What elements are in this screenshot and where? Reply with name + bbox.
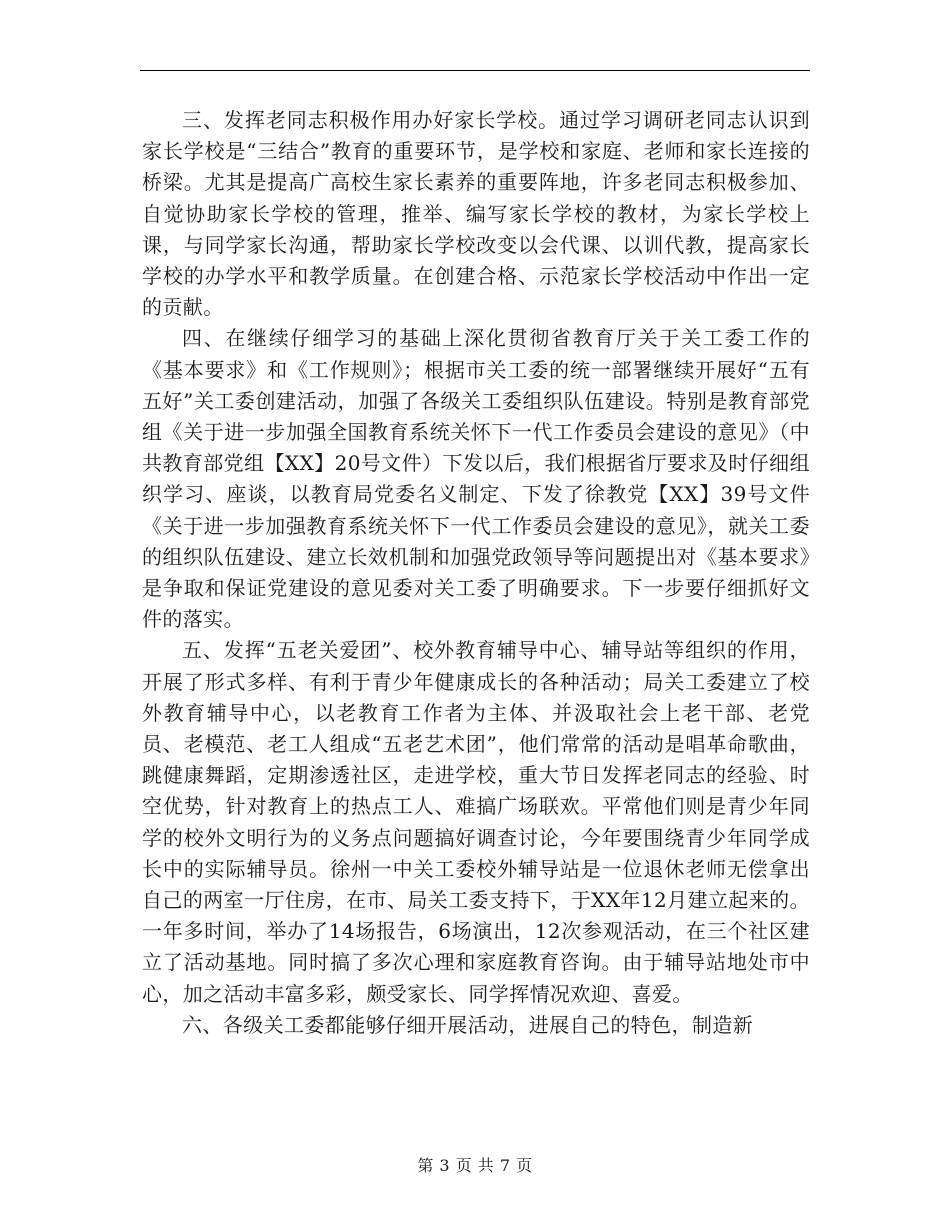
- paragraph-4: 四、在继续仔细学习的基础上深化贯彻省教育厅关于关工委工作的《基本要求》和《工作规则》；根据市关工委的统一部署继续开展好“五有五好”关工委创建活动，加强了各级关工委组织队伍建设。特别是教育部党组《关于进一步加强全国教育系统关怀下一代工作委员会建设的意见》（中共教育部党组【XX】20号文件）下发以后，我们根据省厅要求及时仔细组织学习、座谈，以教育局党委名义制定、下发了徐教党【XX】39号文件《关于进一步加强教育系统关怀下一代工作委员会建设的意见》，就关工委的组织队伍建设、建立长效机制和加强党政领导等问题提出对《基本要求》是争取和保证党建设的意见委对关工委了明确要求。下一步要仔细抓好文件的落实。: [142, 326, 810, 632]
- paragraph-6: 六、各级关工委都能够仔细开展活动，进展自己的特色，制造新: [182, 1012, 754, 1037]
- document-body: [142, 105, 810, 1041]
- header-rule: [140, 70, 810, 71]
- paragraph-5: 五、发挥“五老关爱团”、校外教育辅导中心、辅导站等组织的作用，开展了形式多样、有利于青少年健康成长的各种活动；局关工委建立了校外教育辅导中心，以老教育工作者为主体、并汲取社会上老干部、老党员、老模范、老工人组成“五老艺术团”，他们常常的活动是唱革命歌曲，跳健康舞蹈，定期渗透社区，走进学校，重大节日发挥老同志的经验、时空优势，针对教育上的热点工人、难搞广场联欢。平常他们则是青少年同学的校外文明行为的义务点问题搞好调查讨论，今年要围绕青少年同学成长中的实际辅导员。徐州一中关工委校外辅导站是一位退休老师无偿拿出自己的两室一厅住房，在市、局关工委支持下，于XX年12月建立起来的。一年多时间，举办了14场报告，6场演出，12次参观活动，在三个社区建立了活动基地。同时搞了多次心理和家庭教育咨询。由于辅导站地处市中心，加之活动丰富多彩，颇受家长、同学挥情况欢迎、喜爱。: [142, 638, 810, 1006]
- paragraph-3: 三、发挥老同志积极作用办好家长学校。通过学习调研老同志认识到家长学校是“三结合”教育的重要环节，是学校和家庭、老师和家长连接的桥梁。尤其是提高广高校生家长素养的重要阵地，许多老同志积极参加、自觉协助家长学校的管理，推举、编写家长学校的教材，为家长学校上课，与同学家长沟通，帮助家长学校改变以会代课、以训代教，提高家长学校的办学水平和教学质量。在创建合格、示范家长学校活动中作出一定的贡献。: [142, 108, 810, 320]
- page-footer: 第 3 页 共 7 页: [417, 1156, 533, 1175]
